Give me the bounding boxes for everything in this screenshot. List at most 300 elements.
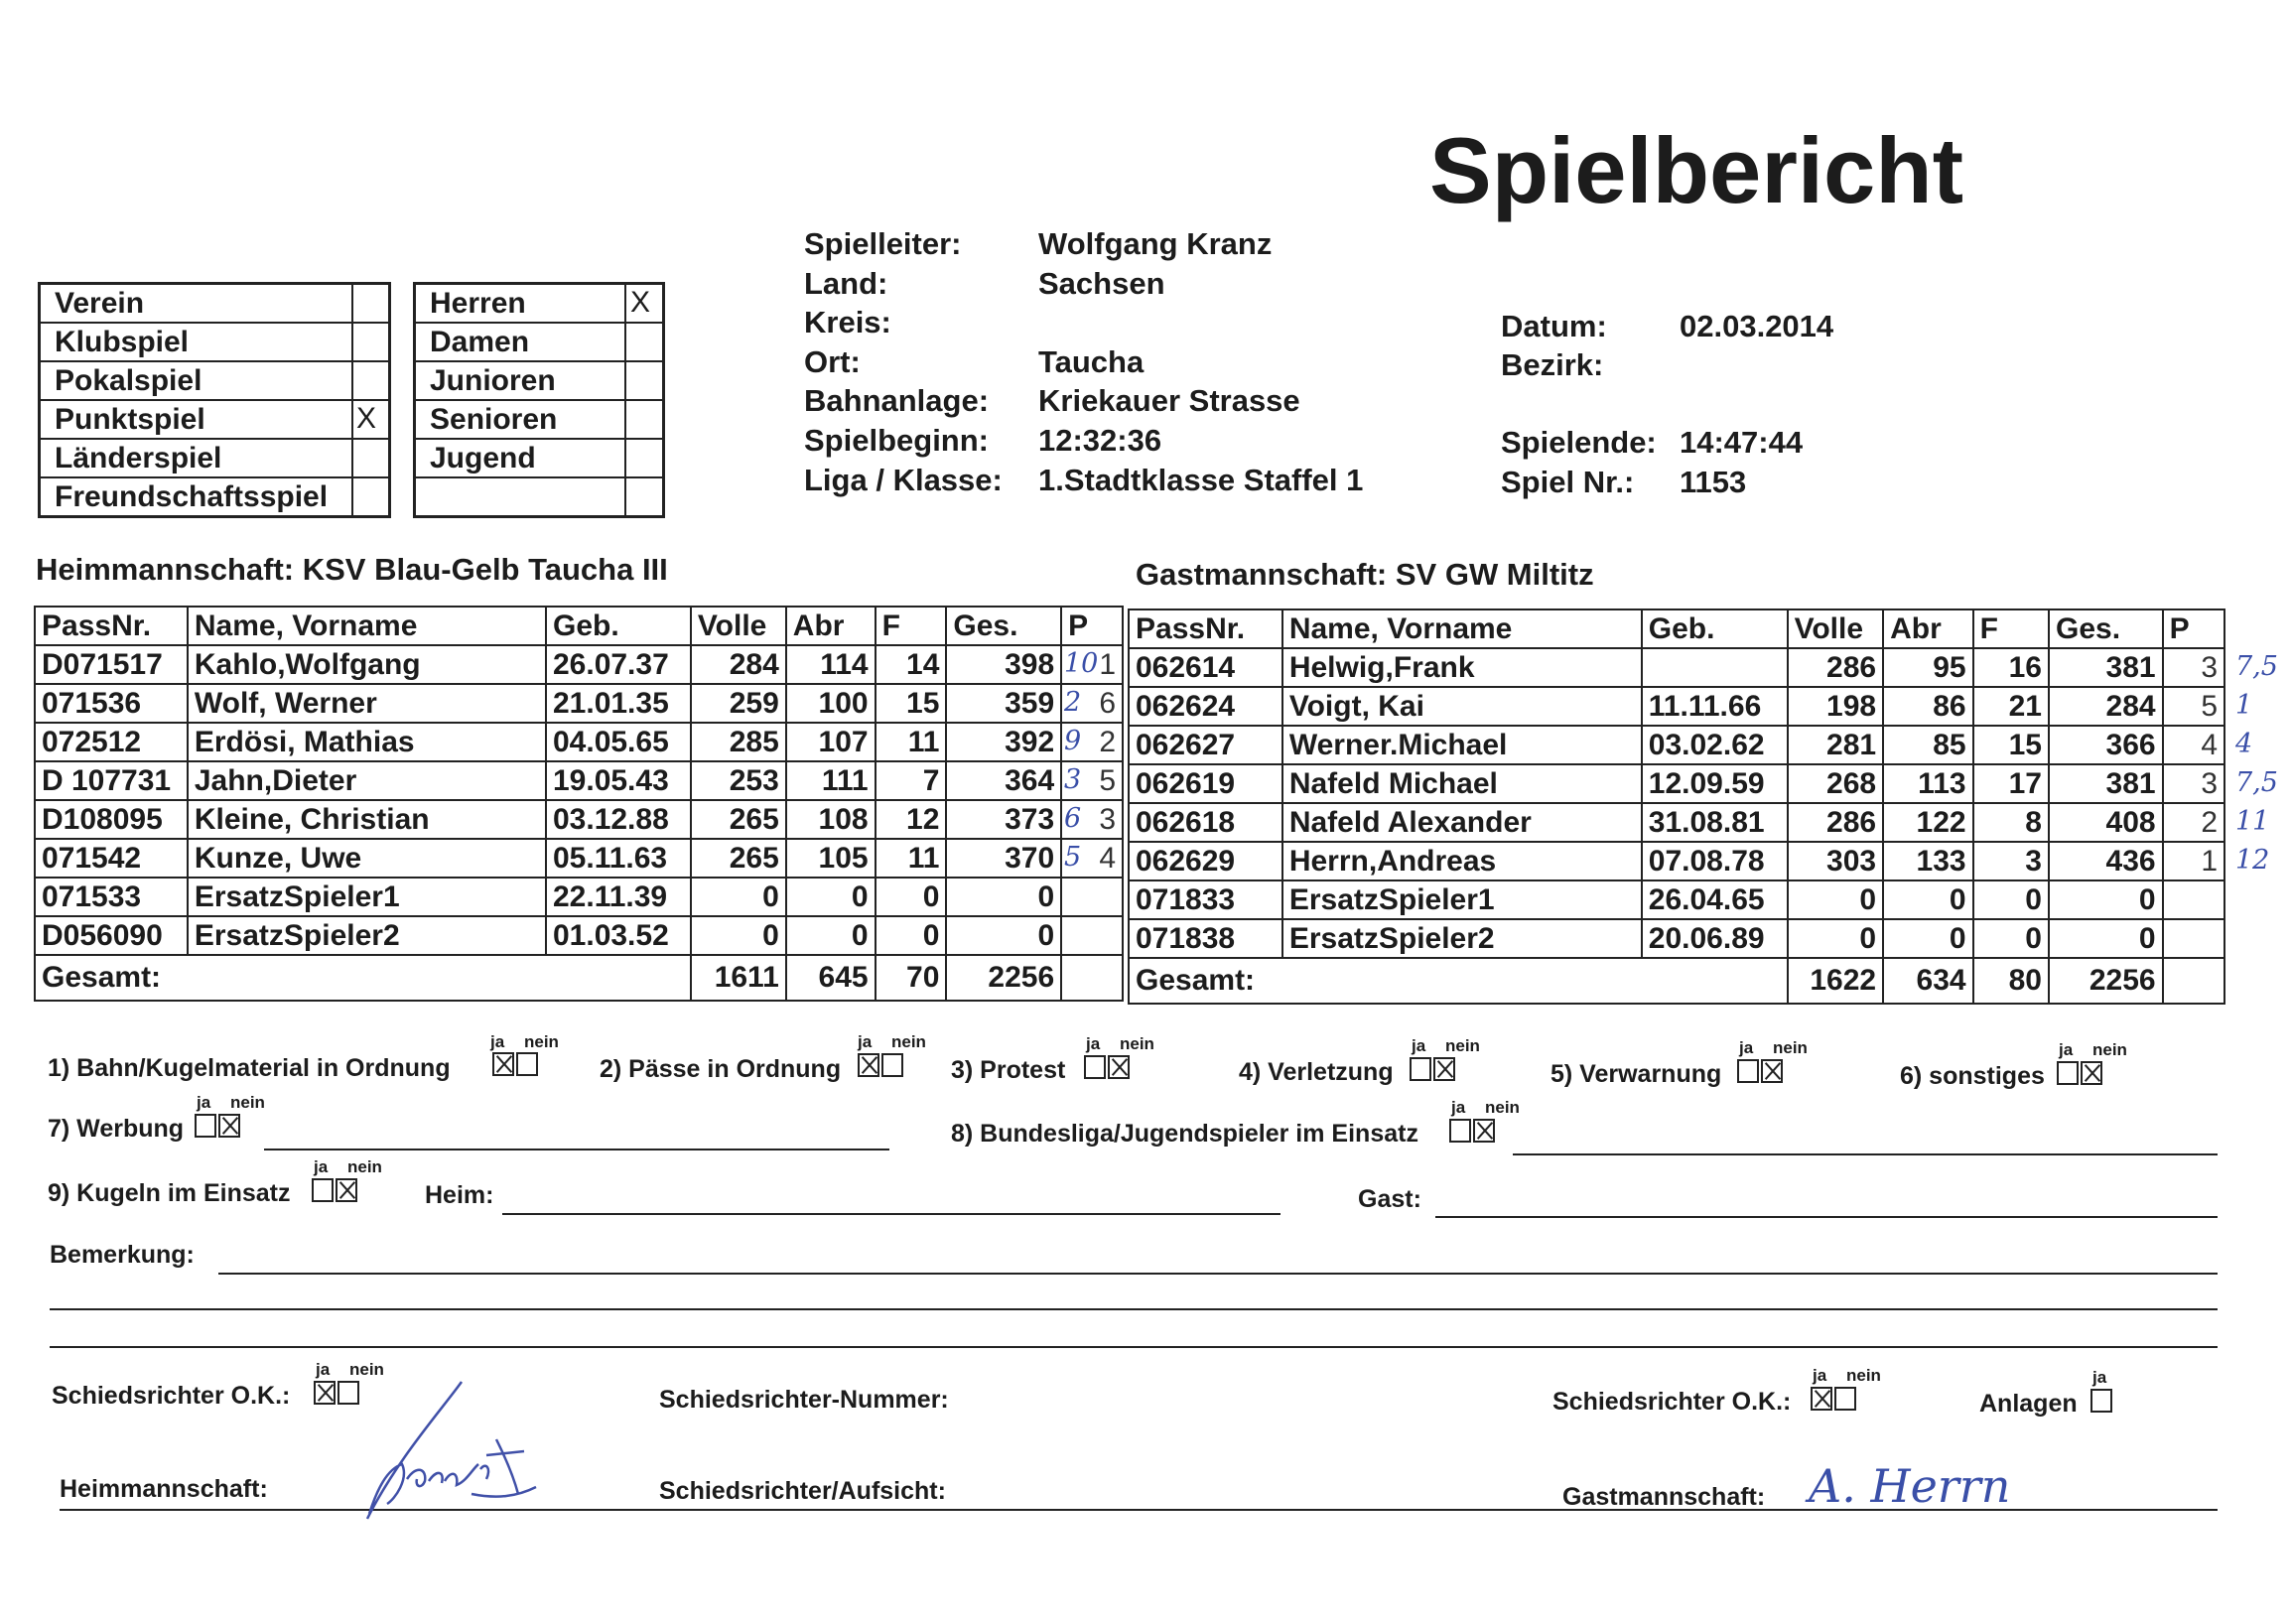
column-header: Volle <box>691 607 786 645</box>
cell-p: 1 <box>1061 645 1123 684</box>
gast-line <box>1435 1216 2218 1218</box>
cell-geb <box>1642 648 1788 687</box>
q1-nein-checkbox[interactable] <box>516 1052 538 1076</box>
cell-abr: 108 <box>786 800 876 839</box>
spielleiter-label: Spielleiter: <box>804 226 962 261</box>
q8-line <box>1513 1153 2218 1155</box>
home-team-label: Heimmannschaft: <box>36 552 295 587</box>
cell-ges: 408 <box>2049 803 2163 842</box>
q9-label: 9) Kugeln im Einsatz <box>48 1179 291 1207</box>
q7-line <box>264 1149 889 1150</box>
land-value: Sachsen <box>1038 266 1165 301</box>
game-type-label: Länderspiel <box>55 442 222 474</box>
spielbeginn-value: 12:32:36 <box>1038 423 1162 458</box>
game-type-row <box>41 362 388 401</box>
handwritten-note: 2 <box>1064 687 1082 718</box>
column-header: PassNr. <box>1129 609 1282 648</box>
game-type-label: Verein <box>55 287 145 320</box>
cell-geb: 03.02.62 <box>1642 726 1788 764</box>
cell-p <box>1061 878 1123 916</box>
guest-team-label: Gastmannschaft: <box>1136 557 1388 592</box>
q2-nein-checkbox[interactable] <box>881 1053 903 1077</box>
datum-value: 02.03.2014 <box>1680 309 1834 343</box>
ja-label: ja <box>1412 1036 1426 1055</box>
cell-volle: 0 <box>1788 880 1884 919</box>
player-row <box>35 761 1123 800</box>
handwritten-note: 5 <box>1064 842 1082 873</box>
nein-label: nein <box>891 1032 926 1051</box>
cell-p: 1 <box>2163 842 2224 880</box>
category-label: Jugend <box>430 442 536 474</box>
q3-label: 3) Protest <box>951 1056 1066 1084</box>
q1-ja-checkbox[interactable] <box>492 1052 514 1076</box>
q5-nein-checkbox[interactable] <box>1761 1059 1783 1083</box>
cell-p <box>1061 916 1123 955</box>
ja-label: ja <box>490 1032 505 1051</box>
cell-abr: 105 <box>786 839 876 878</box>
cell-p: 4 <box>1061 839 1123 878</box>
home-team-heading <box>36 552 668 588</box>
cell-name: ErsatzSpieler1 <box>188 878 546 916</box>
handwritten-note: 11 <box>2235 806 2270 837</box>
game-type-box <box>38 282 391 518</box>
cell-pass: D108095 <box>35 800 188 839</box>
sr-ok-left-ja-checkbox[interactable] <box>314 1381 336 1405</box>
player-row <box>1129 764 2224 803</box>
ort-label: Ort: <box>804 344 861 379</box>
cell-ges: 284 <box>2049 687 2163 726</box>
cell-pass: 062619 <box>1129 764 1282 803</box>
column-header: PassNr. <box>35 607 188 645</box>
column-header: Abr <box>786 607 876 645</box>
cell-pass: 071833 <box>1129 880 1282 919</box>
q4-ja-checkbox[interactable] <box>1410 1057 1431 1081</box>
sr-ok-left-label: Schiedsrichter O.K.: <box>52 1382 291 1410</box>
q8-label: 8) Bundesliga/Jugendspieler im Einsatz <box>951 1120 1418 1148</box>
gastmannschaft-sign-label: Gastmannschaft: <box>1562 1483 1766 1511</box>
cell-name: ErsatzSpieler2 <box>1282 919 1642 958</box>
cell-abr: 0 <box>1883 919 1972 958</box>
ja-label: ja <box>314 1157 329 1176</box>
handwritten-note: 7,5 <box>2235 767 2278 798</box>
nein-label: nein <box>1485 1098 1520 1117</box>
cell-pass: 071533 <box>35 878 188 916</box>
cell-geb: 19.05.43 <box>546 761 691 800</box>
cell-geb: 05.11.63 <box>546 839 691 878</box>
q7-label: 7) Werbung <box>48 1115 185 1143</box>
cell-p: 2 <box>1061 723 1123 761</box>
q3-nein-checkbox[interactable] <box>1108 1055 1130 1079</box>
cell-p: 5 <box>1061 761 1123 800</box>
page-title: Spielbericht <box>1429 118 1964 222</box>
cell-f: 16 <box>1973 648 2049 687</box>
spielende-label: Spielende: <box>1501 425 1657 460</box>
cell-geb: 04.05.65 <box>546 723 691 761</box>
cell-ges: 370 <box>946 839 1061 878</box>
cell-ges: 392 <box>946 723 1061 761</box>
cell-pass: 071542 <box>35 839 188 878</box>
handwritten-note: 3 <box>1064 764 1082 795</box>
cell-geb: 03.12.88 <box>546 800 691 839</box>
ja-label: ja <box>2092 1368 2107 1387</box>
player-row <box>35 723 1123 761</box>
cell-volle: 286 <box>1788 803 1884 842</box>
nein-label: nein <box>2092 1040 2127 1059</box>
handwritten-note: 10 <box>1064 648 1099 679</box>
game-type-mark: X <box>356 402 377 435</box>
cell-geb: 01.03.52 <box>546 916 691 955</box>
liga-label: Liga / Klasse: <box>804 463 1003 497</box>
q5-ja-checkbox[interactable] <box>1737 1059 1759 1083</box>
cell-name: Kahlo,Wolfgang <box>188 645 546 684</box>
category-label: Junioren <box>430 364 556 397</box>
cell-f: 11 <box>876 723 947 761</box>
bemerkung-line-3 <box>50 1346 2218 1348</box>
game-type-row <box>41 440 388 478</box>
cell-p: 3 <box>1061 800 1123 839</box>
total-p <box>1061 955 1123 1001</box>
cell-ges: 359 <box>946 684 1061 723</box>
player-row <box>35 684 1123 723</box>
total-f: 80 <box>1973 958 2049 1004</box>
guest-score-table <box>1128 609 2225 1005</box>
total-p <box>2163 958 2224 1004</box>
column-header: Geb. <box>1642 609 1788 648</box>
q9-ja-checkbox[interactable] <box>312 1178 334 1202</box>
handwritten-note: 4 <box>2235 729 2253 759</box>
sr-ok-right-label: Schiedsrichter O.K.: <box>1552 1388 1792 1416</box>
cell-abr: 85 <box>1883 726 1972 764</box>
column-header: Ges. <box>946 607 1061 645</box>
handwritten-note: 1 <box>2235 690 2253 721</box>
player-row <box>1129 687 2224 726</box>
game-type-row <box>41 324 388 362</box>
cell-geb: 11.11.66 <box>1642 687 1788 726</box>
cell-geb: 26.07.37 <box>546 645 691 684</box>
game-type-row <box>41 478 388 517</box>
bahnanlage-label: Bahnanlage: <box>804 383 990 418</box>
player-row <box>35 800 1123 839</box>
cell-p: 4 <box>2163 726 2224 764</box>
cell-pass: 062629 <box>1129 842 1282 880</box>
cell-ges: 436 <box>2049 842 2163 880</box>
cell-f: 7 <box>876 761 947 800</box>
cell-name: Nafeld Alexander <box>1282 803 1642 842</box>
total-ges: 2256 <box>2049 958 2163 1004</box>
ja-label: ja <box>1086 1034 1101 1053</box>
cell-pass: 062624 <box>1129 687 1282 726</box>
sr-ok-right-nein-checkbox[interactable] <box>1834 1387 1856 1411</box>
anlagen-label: Anlagen <box>1979 1390 2078 1418</box>
nein-label: nein <box>1773 1038 1808 1057</box>
cell-geb: 07.08.78 <box>1642 842 1788 880</box>
heimmannschaft-sign-label: Heimmannschaft: <box>60 1475 268 1503</box>
ort-value: Taucha <box>1038 344 1145 379</box>
cell-ges: 0 <box>2049 880 2163 919</box>
cell-f: 8 <box>1973 803 2049 842</box>
table-header-row <box>35 607 1123 645</box>
home-team-name: KSV Blau-Gelb Taucha III <box>302 552 668 587</box>
ja-label: ja <box>316 1360 331 1379</box>
total-volle: 1622 <box>1788 958 1884 1004</box>
cell-abr: 122 <box>1883 803 1972 842</box>
nein-label: nein <box>347 1157 382 1176</box>
cell-volle: 268 <box>1788 764 1884 803</box>
category-row <box>416 440 662 478</box>
cell-p <box>2163 880 2224 919</box>
column-header: Ges. <box>2049 609 2163 648</box>
cell-name: Voigt, Kai <box>1282 687 1642 726</box>
cell-name: Nafeld Michael <box>1282 764 1642 803</box>
cell-p: 3 <box>2163 764 2224 803</box>
column-header: P <box>1061 607 1123 645</box>
cell-pass: 071838 <box>1129 919 1282 958</box>
cell-geb: 31.08.81 <box>1642 803 1788 842</box>
table-header-row <box>1129 609 2224 648</box>
q7-ja-checkbox[interactable] <box>195 1114 216 1138</box>
cell-volle: 253 <box>691 761 786 800</box>
cell-ges: 373 <box>946 800 1061 839</box>
nein-label: nein <box>230 1093 265 1112</box>
player-row <box>1129 726 2224 764</box>
cell-geb: 21.01.35 <box>546 684 691 723</box>
handwritten-note: 6 <box>1064 803 1082 834</box>
cell-volle: 303 <box>1788 842 1884 880</box>
q2-ja-checkbox[interactable] <box>858 1053 879 1077</box>
cell-volle: 259 <box>691 684 786 723</box>
cell-volle: 265 <box>691 839 786 878</box>
cell-abr: 113 <box>1883 764 1972 803</box>
cell-abr: 111 <box>786 761 876 800</box>
total-label: Gesamt: <box>1129 958 1788 1004</box>
category-row <box>416 401 662 440</box>
column-header: Abr <box>1883 609 1972 648</box>
player-row <box>35 645 1123 684</box>
cell-f: 21 <box>1973 687 2049 726</box>
sr-ok-right-ja-checkbox[interactable] <box>1811 1387 1832 1411</box>
q3-ja-checkbox[interactable] <box>1084 1055 1106 1079</box>
cell-pass: 062627 <box>1129 726 1282 764</box>
cell-pass: 072512 <box>35 723 188 761</box>
cell-volle: 285 <box>691 723 786 761</box>
land-label: Land: <box>804 266 888 301</box>
ja-label: ja <box>1739 1038 1754 1057</box>
guest-signature: A. Herrn <box>1809 1459 2011 1513</box>
kreis-label: Kreis: <box>804 305 891 339</box>
anlagen-ja-checkbox[interactable] <box>2090 1389 2112 1413</box>
spielnr-value: 1153 <box>1680 465 1747 499</box>
handwritten-note: 12 <box>2235 845 2270 876</box>
cell-name: Jahn,Dieter <box>188 761 546 800</box>
heim-label: Heim: <box>425 1181 494 1209</box>
bezirk-label: Bezirk: <box>1501 347 1604 382</box>
liga-value: 1.Stadtklasse Staffel 1 <box>1038 463 1364 497</box>
spielleiter-value: Wolfgang Kranz <box>1038 226 1273 261</box>
cell-name: Helwig,Frank <box>1282 648 1642 687</box>
handwritten-note: 9 <box>1064 726 1082 756</box>
cell-volle: 198 <box>1788 687 1884 726</box>
column-header: Geb. <box>546 607 691 645</box>
column-header: F <box>876 607 947 645</box>
cell-abr: 95 <box>1883 648 1972 687</box>
q9-nein-checkbox[interactable] <box>336 1178 357 1202</box>
cell-abr: 133 <box>1883 842 1972 880</box>
cell-f: 3 <box>1973 842 2049 880</box>
cell-abr: 0 <box>1883 880 1972 919</box>
nein-label: nein <box>1846 1366 1881 1385</box>
cell-name: Kleine, Christian <box>188 800 546 839</box>
cell-f: 11 <box>876 839 947 878</box>
cell-name: Kunze, Uwe <box>188 839 546 878</box>
total-label: Gesamt: <box>35 955 691 1001</box>
cell-volle: 0 <box>691 878 786 916</box>
q4-label: 4) Verletzung <box>1239 1058 1394 1086</box>
cell-f: 14 <box>876 645 947 684</box>
cell-f: 0 <box>876 916 947 955</box>
cell-geb: 12.09.59 <box>1642 764 1788 803</box>
nein-label: nein <box>524 1032 559 1051</box>
nein-label: nein <box>1120 1034 1154 1053</box>
ja-label: ja <box>858 1032 873 1051</box>
category-box <box>413 282 665 518</box>
cell-volle: 0 <box>1788 919 1884 958</box>
column-header: Name, Vorname <box>188 607 546 645</box>
game-type-row <box>41 285 388 324</box>
player-row <box>1129 842 2224 880</box>
cell-ges: 0 <box>946 916 1061 955</box>
cell-ges: 0 <box>2049 919 2163 958</box>
bemerkung-label: Bemerkung: <box>50 1241 195 1269</box>
cell-geb: 20.06.89 <box>1642 919 1788 958</box>
bemerkung-line-1 <box>218 1273 2218 1275</box>
cell-ges: 398 <box>946 645 1061 684</box>
cell-f: 0 <box>1973 919 2049 958</box>
spielbeginn-label: Spielbeginn: <box>804 423 989 458</box>
datum-label: Datum: <box>1501 309 1607 343</box>
cell-pass: D 107731 <box>35 761 188 800</box>
cell-abr: 0 <box>786 916 876 955</box>
bemerkung-line-2 <box>50 1308 2218 1310</box>
cell-f: 0 <box>1973 880 2049 919</box>
cell-pass: D056090 <box>35 916 188 955</box>
cell-geb: 26.04.65 <box>1642 880 1788 919</box>
cell-name: Wolf, Werner <box>188 684 546 723</box>
game-type-label: Freundschaftsspiel <box>55 480 329 513</box>
q7-nein-checkbox[interactable] <box>218 1114 240 1138</box>
player-row <box>1129 919 2224 958</box>
total-abr: 645 <box>786 955 876 1001</box>
cell-f: 0 <box>876 878 947 916</box>
cell-name: ErsatzSpieler1 <box>1282 880 1642 919</box>
column-header: F <box>1973 609 2049 648</box>
q5-label: 5) Verwarnung <box>1550 1060 1722 1088</box>
q8-ja-checkbox[interactable] <box>1449 1119 1471 1143</box>
cell-ges: 381 <box>2049 764 2163 803</box>
cell-volle: 0 <box>691 916 786 955</box>
ja-label: ja <box>1813 1366 1827 1385</box>
cell-name: ErsatzSpieler2 <box>188 916 546 955</box>
player-row <box>35 916 1123 955</box>
cell-f: 17 <box>1973 764 2049 803</box>
category-row <box>416 285 662 324</box>
cell-p: 6 <box>1061 684 1123 723</box>
game-type-label: Klubspiel <box>55 326 190 358</box>
cell-p: 2 <box>2163 803 2224 842</box>
cell-name: Werner.Michael <box>1282 726 1642 764</box>
spielende-value: 14:47:44 <box>1680 425 1804 460</box>
player-row <box>35 878 1123 916</box>
cell-volle: 286 <box>1788 648 1884 687</box>
cell-p: 3 <box>2163 648 2224 687</box>
total-abr: 634 <box>1883 958 1972 1004</box>
heim-line <box>502 1213 1280 1215</box>
ja-label: ja <box>197 1093 211 1112</box>
cell-geb: 22.11.39 <box>546 878 691 916</box>
ja-label: ja <box>2059 1040 2074 1059</box>
column-header: P <box>2163 609 2224 648</box>
cell-pass: 071536 <box>35 684 188 723</box>
q6-ja-checkbox[interactable] <box>2057 1061 2079 1085</box>
ja-label: ja <box>1451 1098 1466 1117</box>
cell-name: Erdösi, Mathias <box>188 723 546 761</box>
cell-abr: 100 <box>786 684 876 723</box>
cell-p: 5 <box>2163 687 2224 726</box>
total-f: 70 <box>876 955 947 1001</box>
cell-abr: 107 <box>786 723 876 761</box>
nein-label: nein <box>1445 1036 1480 1055</box>
player-row <box>1129 880 2224 919</box>
column-header: Volle <box>1788 609 1884 648</box>
spielnr-label: Spiel Nr.: <box>1501 465 1635 499</box>
category-row <box>416 478 662 517</box>
cell-ges: 366 <box>2049 726 2163 764</box>
cell-ges: 381 <box>2049 648 2163 687</box>
game-type-row <box>41 401 388 440</box>
total-ges: 2256 <box>946 955 1061 1001</box>
cell-ges: 0 <box>946 878 1061 916</box>
cell-f: 15 <box>876 684 947 723</box>
sr-aufsicht-label: Schiedsrichter/Aufsicht: <box>659 1477 946 1505</box>
cell-abr: 114 <box>786 645 876 684</box>
cell-volle: 265 <box>691 800 786 839</box>
player-row <box>35 839 1123 878</box>
cell-p <box>2163 919 2224 958</box>
bahnanlage-value: Kriekauer Strasse <box>1038 383 1300 418</box>
total-row <box>35 955 1123 1001</box>
guest-team-name: SV GW Miltitz <box>1395 557 1594 592</box>
q4-nein-checkbox[interactable] <box>1433 1057 1455 1081</box>
cell-pass: 062614 <box>1129 648 1282 687</box>
cell-pass: D071517 <box>35 645 188 684</box>
cell-pass: 062618 <box>1129 803 1282 842</box>
home-signature <box>347 1370 576 1529</box>
cell-abr: 86 <box>1883 687 1972 726</box>
q8-nein-checkbox[interactable] <box>1473 1119 1495 1143</box>
category-label: Damen <box>430 326 530 358</box>
q6-nein-checkbox[interactable] <box>2081 1061 2102 1085</box>
cell-name: Herrn,Andreas <box>1282 842 1642 880</box>
cell-volle: 284 <box>691 645 786 684</box>
total-volle: 1611 <box>691 955 786 1001</box>
category-mark: X <box>630 286 651 319</box>
cell-f: 12 <box>876 800 947 839</box>
player-row <box>1129 648 2224 687</box>
handwritten-note: 7,5 <box>2235 651 2278 682</box>
game-type-label: Punktspiel <box>55 403 205 436</box>
gast-label: Gast: <box>1358 1185 1421 1213</box>
column-header: Name, Vorname <box>1282 609 1642 648</box>
player-row <box>1129 803 2224 842</box>
